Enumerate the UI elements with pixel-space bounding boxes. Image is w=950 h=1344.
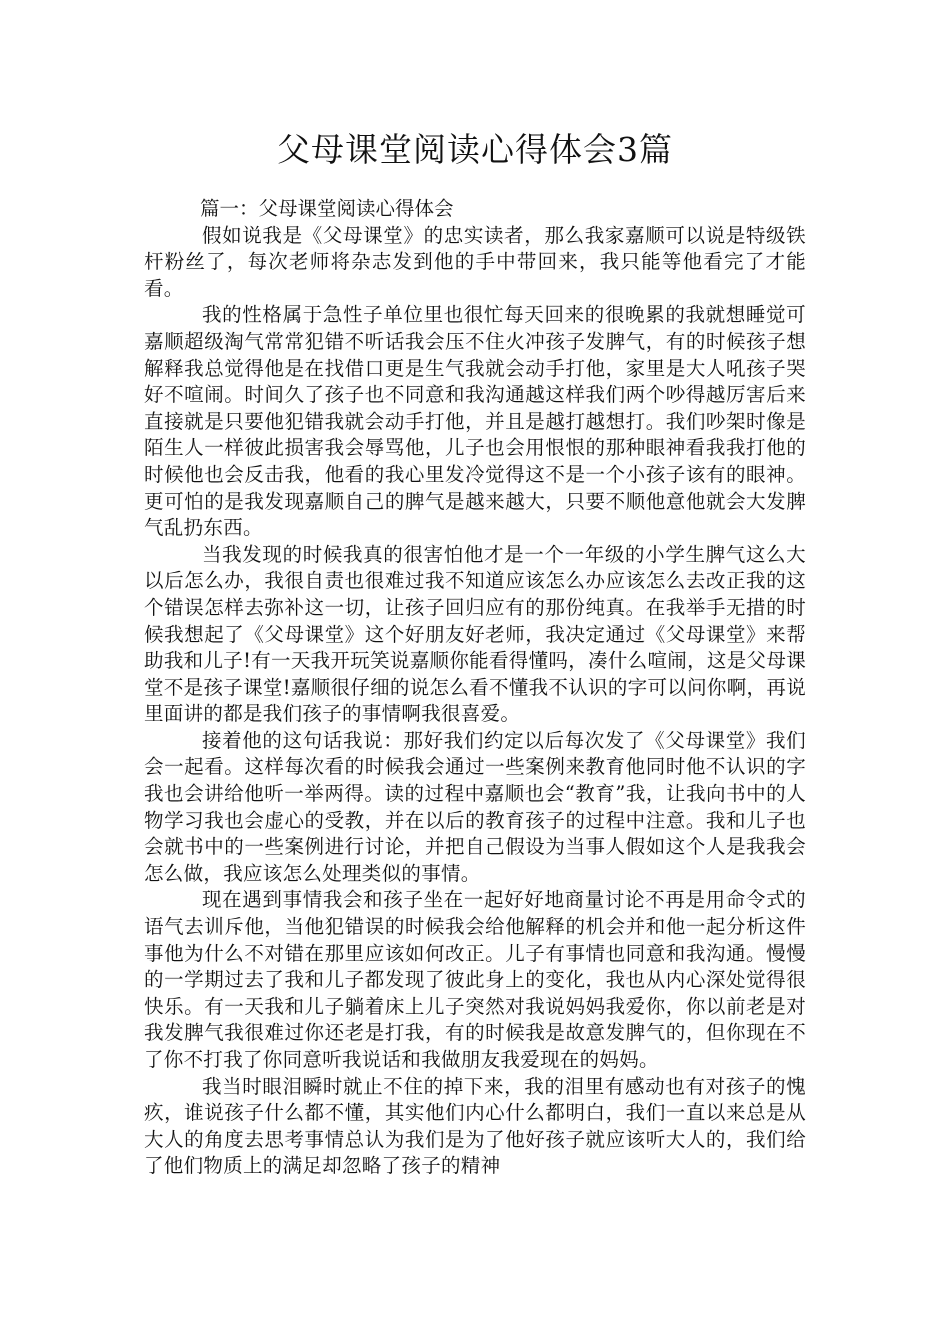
section-heading: 篇一：父母课堂阅读心得体会 bbox=[200, 197, 454, 220]
paragraph-5: 现在遇到事情我会和孩子坐在一起好好地商量讨论不再是用命令式的语气去训斥他，当他犯错误的时候我会给他解释的机会并和他一起分析这件事他为什么不对错在那里应该如何改正。儿子有事情也同意和我沟通。慢慢的一学期过去了我和儿子都发现了彼此身上的变化，我也从内心深处觉得很快乐。有一天我和儿子躺着床上儿子突然对我说妈妈我爱你，你以前老是对我发脾气我很难过你还老是打我，有的时候我是故意发脾气的，但你现在不了你不打我了你同意听我说话和我做朋友我爱现在的妈妈。 bbox=[144, 888, 806, 1071]
paragraph-6: 我当时眼泪瞬时就止不住的掉下来，我的泪里有感动也有对孩子的愧疚，谁说孩子什么都不懂，其实他们内心什么都明白，我们一直以来总是从大人的角度去思考事情总认为我们是为了他好孩子就应该听大人的，我们给了他们物质上的满足却忽略了孩子的精神 bbox=[144, 1074, 806, 1178]
paragraph-2: 我的性格属于急性子单位里也很忙每天回来的很晚累的我就想睡觉可嘉顺超级淘气常常犯错不听话我会压不住火冲孩子发脾气，有的时候孩子想解释我总觉得他是在找借口更是生气我就会动手打他，家里是大人吼孩子哭好不喧闹。时间久了孩子也不同意和我沟通越这样我们两个吵得越厉害后来直接就是只要他犯错我就会动手打他，并且是越打越想打。我们吵架时像是陌生人一样彼此损害我会辱骂他，儿子也会用恨恨的那种眼神看我我打他的时候他也会反击我，他看的我心里发冷觉得这不是一个小孩子该有的眼神。更可怕的是我发现嘉顺自己的脾气是越来越大，只要不顺他意他就会大发脾气乱扔东西。 bbox=[144, 303, 806, 540]
document-title: 父母课堂阅读心得体会3篇 bbox=[277, 130, 673, 169]
paragraph-4: 接着他的这句话我说：那好我们约定以后每次发了《父母课堂》我们会一起看。这样每次看的时候我会通过一些案例来教育他同时他不认识的字我也会讲给他听一举两得。读的过程中嘉顺也会“教育”我，让我向书中的人物学习我也会虚心的受教，并在以后的教育孩子的过程中注意。我和儿子也会就书中的一些案例进行讨论，并把自己假设为当事人假如这个人是我我会怎么做，我应该怎么处理类似的事情。 bbox=[144, 728, 806, 885]
paragraph-3: 当我发现的时候我真的很害怕他才是一个一年级的小学生脾气这么大以后怎么办，我很自责也很难过我不知道应该怎么办应该怎么去改正我的这个错误怎样去弥补这一切，让孩子回归应有的那份纯真。在我举手无措的时候我想起了《父母课堂》这个好朋友好老师，我决定通过《父母课堂》来帮助我和儿子!有一天我开玩笑说嘉顺你能看得懂吗，凑什么喧闹，这是父母课堂不是孩子课堂!嘉顺很仔细的说怎么看不懂我不认识的字可以问你啊，再说里面讲的都是我们孩子的事情啊我很喜爱。 bbox=[144, 542, 806, 726]
document-page bbox=[144, 128, 806, 1180]
paragraph-1: 假如说我是《父母课堂》的忠实读者，那么我家嘉顺可以说是特级铁杆粉丝了，每次老师将杂志发到他的手中带回来，我只能等他看完了才能看。 bbox=[144, 223, 806, 300]
